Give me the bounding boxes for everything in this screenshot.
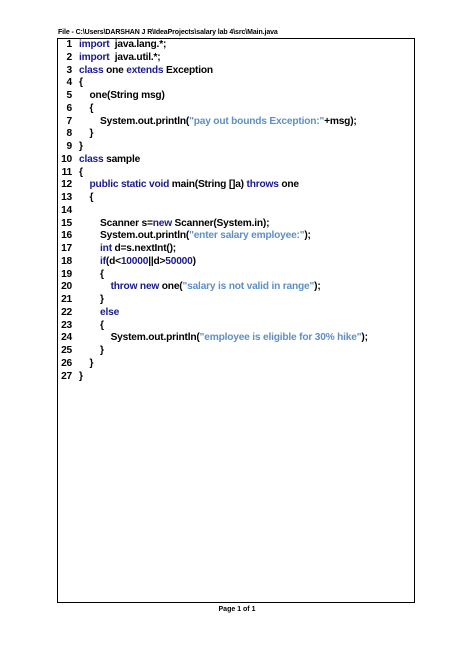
- line-number: 23: [61, 319, 72, 331]
- code-line: [58, 332, 413, 345]
- line-indent: [79, 307, 100, 318]
- code-token: sample: [103, 153, 141, 165]
- code-line: [58, 294, 413, 307]
- line-indent: [79, 103, 90, 114]
- code-line: [58, 205, 413, 218]
- line-number: 13: [61, 192, 72, 203]
- keyword-token: throws: [246, 179, 279, 191]
- line-indent: [79, 256, 100, 267]
- line-number: 21: [61, 294, 72, 305]
- line-indent: [79, 345, 100, 356]
- line-code: [79, 243, 176, 256]
- code-token: }: [89, 357, 94, 369]
- code-token: Scanner s=: [100, 217, 153, 229]
- keyword-token: new: [152, 217, 172, 229]
- line-code: [79, 345, 104, 358]
- line-number: 25: [61, 345, 72, 356]
- number-token: 50000: [165, 255, 193, 267]
- line-code: [79, 141, 83, 154]
- line-indent: [79, 294, 100, 305]
- code-token: one(String msg): [89, 90, 165, 101]
- code-line: [58, 218, 413, 231]
- code-token: {: [89, 192, 94, 203]
- string-token: "pay out bounds Exception:": [189, 115, 325, 127]
- code-token: }: [89, 128, 94, 140]
- line-number: 17: [61, 243, 72, 254]
- line-code: [79, 116, 357, 129]
- line-indent: [79, 281, 111, 292]
- line-indent: [79, 179, 90, 190]
- number-token: 10000: [120, 255, 149, 267]
- line-code: [79, 320, 104, 333]
- line-indent: [79, 269, 100, 280]
- line-number: 1: [66, 39, 72, 50]
- line-indent: [79, 358, 90, 369]
- line-number: 10: [61, 153, 72, 165]
- line-number: 11: [61, 166, 72, 178]
- line-indent: [79, 230, 100, 241]
- line-code: [79, 332, 368, 345]
- code-token: );: [361, 332, 368, 344]
- page-number: Page 1 of 1: [218, 606, 256, 613]
- code-line: [58, 103, 413, 116]
- code-token: java.util.*;: [109, 51, 161, 63]
- code-token: System.out.println(: [100, 115, 190, 127]
- code-token: );: [304, 230, 311, 242]
- line-code: [79, 269, 104, 282]
- line-indent: [79, 128, 90, 139]
- line-code: [79, 230, 311, 243]
- code-line: [58, 65, 413, 78]
- code-line: [58, 128, 413, 141]
- line-number: 9: [66, 141, 72, 152]
- keyword-token: public static void: [89, 179, 170, 191]
- code-token: Scanner(System.in);: [171, 217, 270, 229]
- code-line: [58, 345, 413, 358]
- code-line: [58, 90, 413, 103]
- code-token: {: [79, 166, 83, 178]
- line-indent: [79, 320, 100, 331]
- line-code: [79, 167, 83, 180]
- code-line: [58, 141, 413, 154]
- line-code: [79, 192, 93, 205]
- line-number: 7: [66, 115, 72, 127]
- line-code: [79, 179, 299, 192]
- line-number: 5: [66, 90, 72, 101]
- line-code: [79, 256, 196, 269]
- code-line: [58, 39, 413, 52]
- code-line: [58, 358, 413, 371]
- string-token: "employee is eligible for 30% hike": [199, 332, 362, 344]
- keyword-token: int: [100, 243, 112, 254]
- code-line: [58, 243, 413, 256]
- line-number: 26: [61, 357, 72, 369]
- code-token: d=s.nextInt();: [111, 243, 176, 254]
- line-indent: [79, 243, 100, 254]
- code-listing: [58, 39, 413, 383]
- code-line: [58, 154, 413, 167]
- line-number: 2: [66, 51, 72, 63]
- line-indent: [79, 90, 90, 101]
- code-token: System.out.println(: [100, 230, 190, 242]
- keyword-token: class: [79, 153, 104, 165]
- code-line: [58, 116, 413, 129]
- keyword-token: extends: [126, 64, 164, 76]
- code-token: java.lang.*;: [109, 39, 167, 50]
- code-line: [58, 269, 413, 282]
- line-code: [79, 154, 140, 167]
- code-line: [58, 230, 413, 243]
- keyword-token: import: [79, 39, 110, 50]
- line-number: 24: [61, 332, 72, 344]
- line-number: 6: [66, 102, 72, 114]
- code-line: [58, 179, 413, 192]
- line-number: 15: [61, 217, 72, 229]
- line-number: 16: [61, 230, 72, 242]
- file-path-header: File - C:\Users\DARSHAN J R\IdeaProjects\salary lab 4\src\Main.java: [58, 29, 278, 36]
- line-number: 20: [61, 281, 72, 293]
- string-token: "salary is not valid in range": [182, 281, 315, 293]
- line-number: 19: [61, 268, 72, 280]
- code-line: [58, 371, 413, 384]
- code-token: (d<: [105, 255, 121, 267]
- code-line: [58, 192, 413, 205]
- code-token: {: [79, 77, 83, 89]
- line-indent: [79, 192, 90, 203]
- line-code: [79, 103, 93, 116]
- line-code: [79, 128, 93, 141]
- code-line: [58, 167, 413, 180]
- line-indent: [79, 218, 100, 229]
- line-code: [79, 281, 321, 294]
- code-token: {: [100, 268, 104, 280]
- line-code: [79, 218, 269, 231]
- line-indent: [79, 332, 111, 343]
- code-token: System.out.println(: [110, 332, 200, 344]
- line-code: [79, 39, 166, 52]
- code-token: }: [100, 294, 104, 305]
- keyword-token: else: [100, 306, 120, 318]
- code-token: }: [79, 141, 83, 152]
- code-token: {: [100, 319, 104, 331]
- line-number: 22: [61, 306, 72, 318]
- line-number: 18: [61, 255, 72, 267]
- line-number: 4: [66, 77, 72, 89]
- line-code: [79, 52, 160, 65]
- code-token: one: [278, 179, 299, 191]
- line-number: 27: [61, 370, 72, 382]
- line-code: [79, 77, 83, 90]
- code-line: [58, 281, 413, 294]
- code-token: +msg);: [324, 115, 357, 127]
- code-token: one(: [159, 281, 183, 293]
- code-token: );: [314, 281, 321, 293]
- line-number: 12: [61, 179, 72, 191]
- keyword-token: throw new: [110, 281, 160, 293]
- line-code: [79, 65, 213, 78]
- line-code: [79, 90, 165, 103]
- code-line: [58, 52, 413, 65]
- code-line: [58, 77, 413, 90]
- keyword-token: class: [79, 64, 104, 76]
- line-number: 14: [61, 204, 72, 216]
- code-line: [58, 320, 413, 333]
- code-line: [58, 256, 413, 269]
- code-token: main(String []a): [169, 179, 247, 191]
- line-indent: [79, 116, 100, 127]
- line-code: [79, 358, 93, 371]
- string-token: "enter salary employee:": [189, 230, 305, 242]
- code-token: Exception: [163, 64, 213, 76]
- line-code: [79, 307, 119, 320]
- code-token: }: [79, 370, 83, 382]
- code-token: ): [192, 255, 196, 267]
- code-token: }: [100, 345, 104, 356]
- line-code: [79, 371, 83, 384]
- code-line: [58, 307, 413, 320]
- line-number: 3: [66, 64, 72, 76]
- keyword-token: if: [100, 255, 106, 267]
- line-code: [79, 294, 104, 307]
- code-token: one: [103, 64, 127, 76]
- code-token: {: [89, 102, 94, 114]
- code-token: ||d>: [148, 255, 166, 267]
- line-number: 8: [66, 128, 72, 140]
- keyword-token: import: [79, 51, 110, 63]
